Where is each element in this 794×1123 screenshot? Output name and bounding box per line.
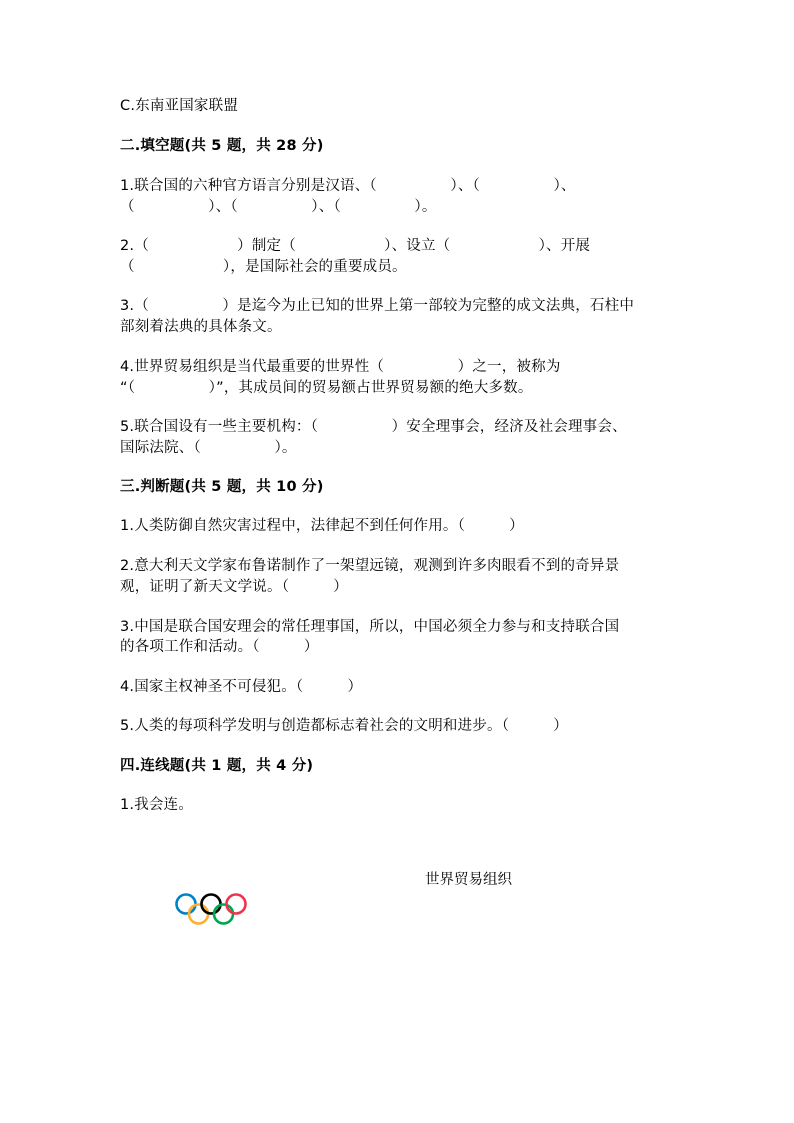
match-q1: 1.我会连。: [120, 797, 194, 813]
judge-q2-line1: 2.意大利天文学家布鲁诺制作了一架望远镜，观测到许多肉眼看不到的奇异景: [120, 558, 620, 574]
fill-q4-line1: 4.世界贸易组织是当代最重要的世界性（ ）之一，被称为: [120, 359, 561, 375]
judge-section-heading: 三.判断题(共 5 题，共 10 分): [120, 479, 324, 495]
ring-blue: [177, 895, 196, 914]
fill-q5-line1: 5.联合国设有一些主要机构：（ ）安全理事会，经济及社会理事会、: [120, 419, 627, 435]
fill-q3-line2: 部刻着法典的具体条文。: [120, 319, 282, 335]
fill-q2-line1: 2.（ ）制定（ ）、设立（ ）、开展: [120, 238, 591, 254]
judge-q5-line1: 5.人类的每项科学发明与创造都标志着社会的文明和进步。（ ）: [120, 718, 568, 734]
match-right-label: 世界贸易组织: [425, 872, 512, 888]
ring-yellow: [189, 905, 208, 924]
judge-q2-line2: 观，证明了新天文学说。（ ）: [120, 579, 348, 595]
fill-q4-line2: “（ ）”，其成员间的贸易额占世界贸易额的绝大多数。: [120, 380, 533, 396]
judge-q1-line1: 1.人类防御自然灾害过程中，法律起不到任何作用。（ ）: [120, 518, 524, 534]
fill-q3-line1: 3.（ ）是迄今为止已知的世界上第一部较为完整的成文法典，石柱中: [120, 298, 635, 314]
fill-section-heading: 二.填空题(共 5 题，共 28 分): [120, 138, 324, 154]
fill-q5-line2: 国际法院、（ ）。: [120, 440, 297, 456]
ring-red: [227, 895, 246, 914]
option-c: C.东南亚国家联盟: [120, 98, 239, 114]
fill-q2-line2: （ ），是国际社会的重要成员。: [120, 259, 407, 275]
olympic-rings-icon: [174, 892, 248, 928]
fill-q1-line2: （ ）、（ ）、（ ）。: [120, 199, 437, 215]
judge-q4-line1: 4.国家主权神圣不可侵犯。（ ）: [120, 679, 363, 695]
judge-q3-line2: 的各项工作和活动。（ ）: [120, 639, 319, 655]
ring-black: [202, 895, 221, 914]
match-section-heading: 四.连线题(共 1 题，共 4 分): [120, 758, 314, 774]
ring-green: [214, 905, 233, 924]
fill-q1-line1: 1.联合国的六种官方语言分别是汉语、（ ）、（ ）、: [120, 178, 576, 194]
judge-q3-line1: 3.中国是联合国安理会的常任理事国，所以，中国必须全力参与和支持联合国: [120, 619, 620, 635]
